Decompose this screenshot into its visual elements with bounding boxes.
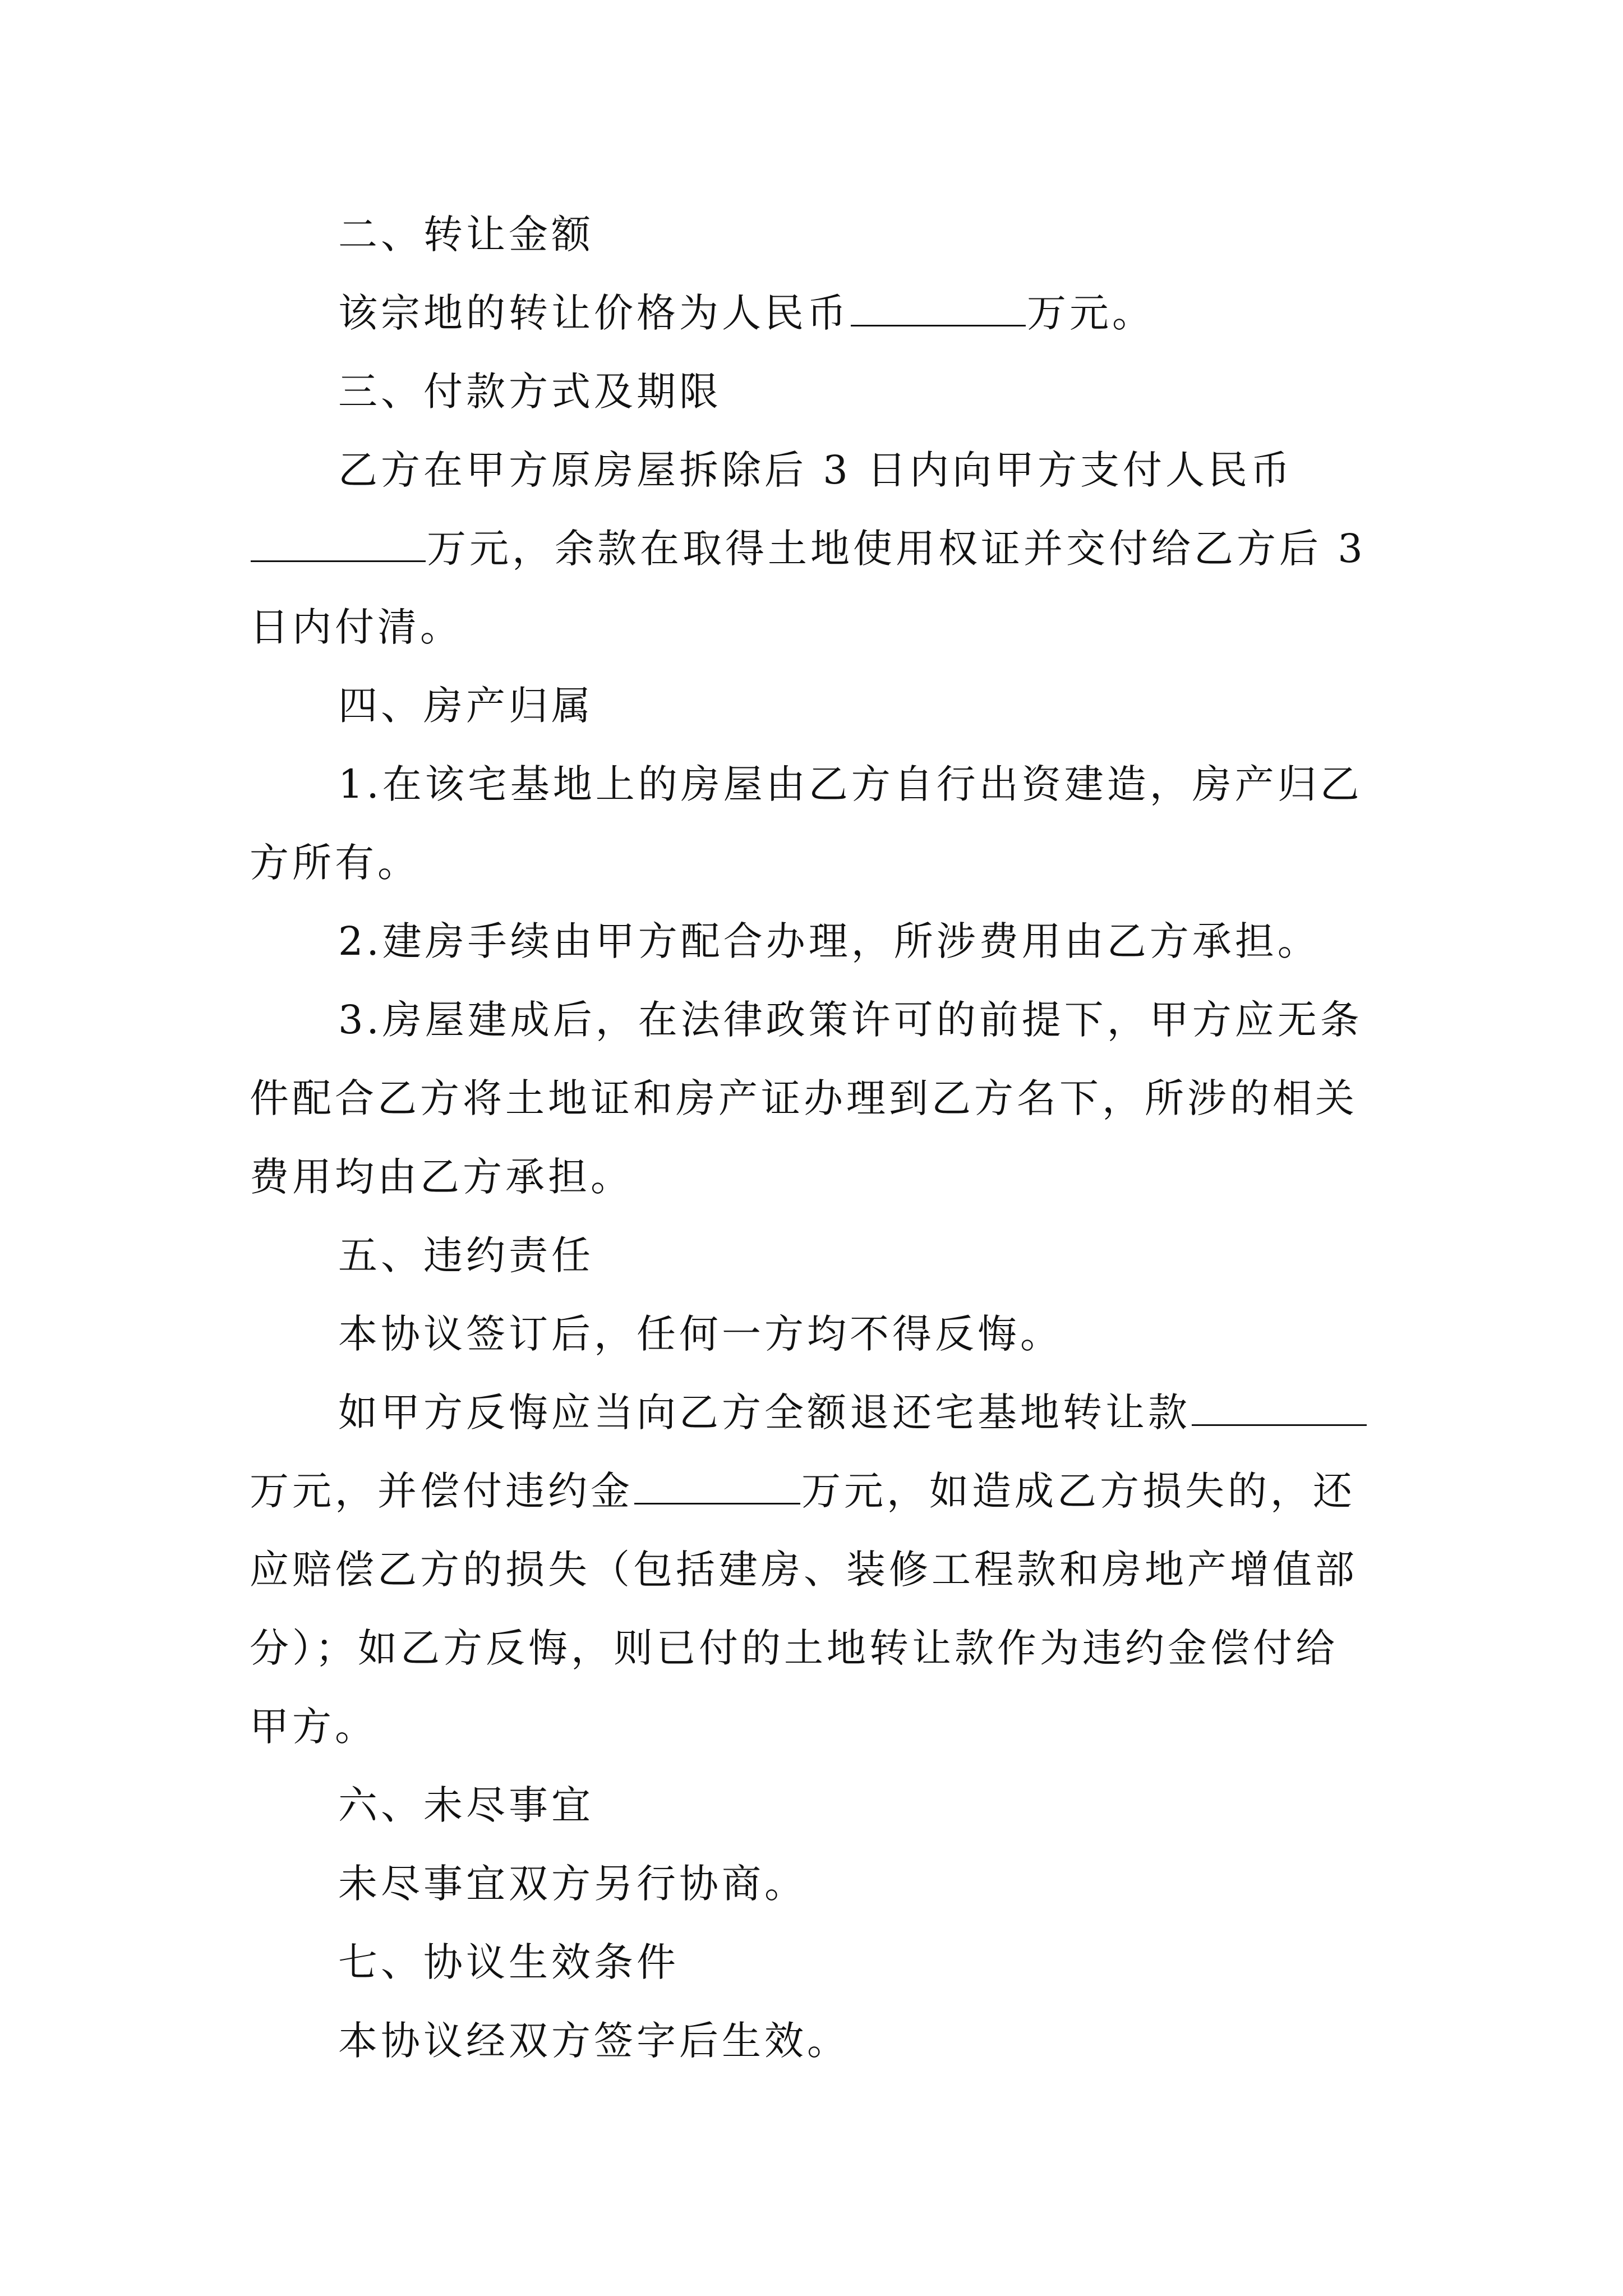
paragraph-payment-line-1 <box>250 431 1387 509</box>
heading-text: 二、转让金额 <box>338 211 594 257</box>
ownership-item-1-line-1 <box>250 745 1387 823</box>
heading-text: 七、协议生效条件 <box>338 1939 679 1985</box>
ownership-item-1-line-2 <box>250 823 1387 902</box>
text-run: 甲方。 <box>250 1704 377 1750</box>
text-run: 万元，余款在取得土地使用权证并交付给乙方后 3 <box>427 526 1366 572</box>
liability-paragraph-1 <box>250 1295 1387 1373</box>
paragraph-payment-line-2 <box>250 509 1387 588</box>
section-heading-liability <box>250 1216 1387 1295</box>
text-run: 本协议签订后，任何一方均不得反悔。 <box>338 1311 1063 1357</box>
document-body <box>250 195 1387 2080</box>
section-heading-other-matters <box>250 1766 1387 1844</box>
heading-text: 五、违约责任 <box>338 1232 594 1278</box>
section-heading-effective-conditions <box>250 1923 1387 2001</box>
paragraph-transfer-price <box>250 274 1387 352</box>
text-run: 2.建房手续由甲方配合办理，所涉费用由乙方承担。 <box>338 918 1320 964</box>
text-run: 万元，如造成乙方损失的，还 <box>801 1468 1355 1514</box>
text-run: 分）；如乙方反悔，则已付的土地转让款作为违约金偿付给 <box>250 1625 1338 1671</box>
text-run: 件配合乙方将土地证和房产证办理到乙方名下，所涉的相关 <box>250 1075 1358 1121</box>
liability-paragraph-2-line-4 <box>250 1609 1387 1687</box>
liability-paragraph-2-line-2 <box>250 1452 1387 1530</box>
text-run: 应赔偿乙方的损失（包括建房、装修工程款和房地产增值部 <box>250 1547 1358 1593</box>
section-heading-ownership <box>250 666 1387 745</box>
text-run: 1.在该宅基地上的房屋由乙方自行出资建造，房产归乙 <box>338 761 1363 807</box>
fill-in-blank <box>251 555 426 562</box>
text-run: 未尽事宜双方另行协商。 <box>338 1861 807 1907</box>
heading-text: 三、付款方式及期限 <box>338 369 722 415</box>
text-run: 如甲方反悔应当向乙方全额退还宅基地转让款 <box>338 1389 1191 1435</box>
liability-paragraph-2-line-3 <box>250 1530 1387 1609</box>
text-run: 乙方在甲方原房屋拆除后 3 日内向甲方支付人民币 <box>338 447 1294 493</box>
liability-paragraph-2-line-1 <box>250 1373 1387 1452</box>
ownership-item-3-line-2 <box>250 1059 1387 1138</box>
text-run: 费用均由乙方承担。 <box>250 1154 633 1200</box>
fill-in-blank <box>634 1497 800 1504</box>
ownership-item-2 <box>250 902 1387 981</box>
liability-paragraph-2-line-5 <box>250 1687 1387 1766</box>
effective-conditions-paragraph <box>250 2001 1387 2080</box>
heading-text: 四、房产归属 <box>338 683 594 729</box>
text-run: 3.房屋建成后，在法律政策许可的前提下，甲方应无条 <box>338 997 1363 1043</box>
fill-in-blank <box>851 319 1026 326</box>
section-heading-transfer-amount <box>250 195 1387 274</box>
text-run: 该宗地的转让价格为人民币 <box>338 290 850 336</box>
ownership-item-3-line-3 <box>250 1138 1387 1216</box>
text-run: 万元，并偿付违约金 <box>250 1468 633 1514</box>
fill-in-blank <box>1192 1419 1367 1426</box>
paragraph-payment-line-3 <box>250 588 1387 666</box>
text-run: 本协议经双方签字后生效。 <box>338 2018 850 2064</box>
text-run: 万元。 <box>1027 290 1155 336</box>
text-run: 方所有。 <box>250 840 420 886</box>
heading-text: 六、未尽事宜 <box>338 1782 594 1828</box>
text-run: 日内付清。 <box>250 604 463 650</box>
other-matters-paragraph <box>250 1844 1387 1923</box>
ownership-item-3-line-1 <box>250 981 1387 1059</box>
section-heading-payment <box>250 352 1387 431</box>
